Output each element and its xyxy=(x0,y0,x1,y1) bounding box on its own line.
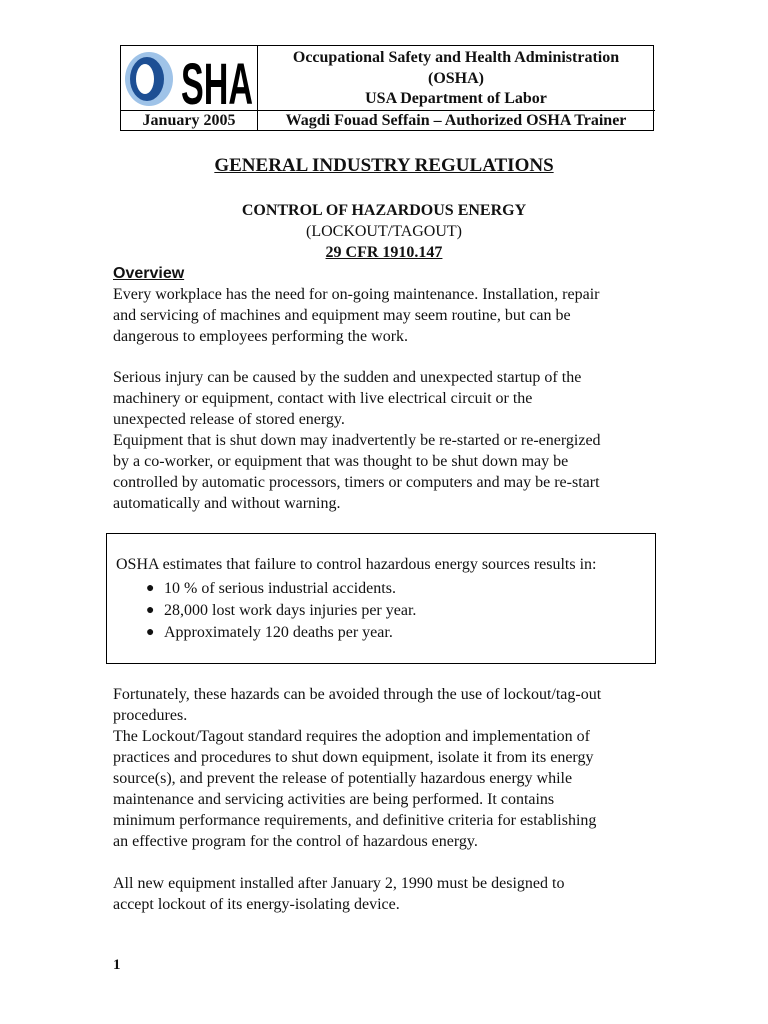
statistics-callout-box xyxy=(106,533,656,664)
header-date: January 2005 xyxy=(142,112,236,129)
agency-line-3: USA Department of Labor xyxy=(365,90,547,107)
agency-line-1: Occupational Safety and Health Administration xyxy=(292,49,620,66)
overview-heading: Overview xyxy=(113,265,185,282)
paragraph-1 xyxy=(113,284,663,347)
paragraph-4-line: accept lockout of its energy-isolating device. xyxy=(113,896,400,913)
paragraph-3-line: source(s), and prevent the release of potentially hazardous energy while xyxy=(113,770,573,787)
page-number: 1 xyxy=(113,957,121,973)
list-item xyxy=(107,578,655,600)
paragraph-3-line: Fortunately, these hazards can be avoided through the use of lockout/tag-out xyxy=(113,686,602,703)
paragraph-1-line: and servicing of machines and equipment may seem routine, but can be xyxy=(113,307,571,324)
callout-bullet-list xyxy=(107,578,655,644)
paragraph-2-line: unexpected release of stored energy. xyxy=(113,411,345,428)
paragraph-2-line: controlled by automatic processors, timers or computers and may be re-start xyxy=(113,474,600,491)
paragraph-3-line: an effective program for the control of hazardous energy. xyxy=(113,833,478,850)
paragraph-3-line: practices and procedures to shut down equipment, isolate it from its energy xyxy=(113,749,594,766)
paragraph-2 xyxy=(113,367,663,514)
bullet-text: Approximately 120 deaths per year. xyxy=(164,624,393,641)
paragraph-1-line: Every workplace has the need for on-going maintenance. Installation, repair xyxy=(113,286,600,303)
document-regulation-number: 29 CFR 1910.147 xyxy=(325,244,443,261)
paragraph-4 xyxy=(113,873,663,915)
svg-text:SHA: SHA xyxy=(181,52,253,117)
header-trainer: Wagdi Fouad Seffain – Authorized OSHA Trainer xyxy=(285,112,627,129)
paragraph-1-line: dangerous to employees performing the work. xyxy=(113,328,409,345)
header-table xyxy=(120,45,654,131)
list-item xyxy=(107,622,655,644)
bullet-text: 10 % of serious industrial accidents. xyxy=(164,580,396,597)
paragraph-2-line: Serious injury can be caused by the sudden and unexpected startup of the xyxy=(113,369,582,386)
list-item xyxy=(107,600,655,622)
bullet-text: 28,000 lost work days injuries per year. xyxy=(164,602,417,619)
paragraph-3-line: maintenance and servicing activities are being performed. It contains xyxy=(113,791,555,808)
bullet-icon: ● xyxy=(146,581,155,596)
paragraph-2-line: Equipment that is shut down may inadvertently be re-started or re-energized xyxy=(113,432,601,449)
osha-logo xyxy=(121,46,257,117)
paragraph-2-line: automatically and without warning. xyxy=(113,495,341,512)
paragraph-4-line: All new equipment installed after January 2, 1990 must be designed to xyxy=(113,875,565,892)
paragraph-2-line: by a co-worker, or equipment that was thought to be shut down may be xyxy=(113,453,569,470)
bullet-icon: ● xyxy=(146,603,155,618)
callout-intro: OSHA estimates that failure to control hazardous energy sources results in: xyxy=(116,556,597,573)
agency-line-2: (OSHA) xyxy=(428,69,484,87)
bullet-icon: ● xyxy=(146,625,155,640)
paragraph-3-line: minimum performance requirements, and definitive criteria for establishing xyxy=(113,812,597,829)
paragraph-3 xyxy=(113,684,663,852)
document-title: GENERAL INDUSTRY REGULATIONS xyxy=(214,155,554,176)
document-subtitle-2: (LOCKOUT/TAGOUT) xyxy=(305,223,463,240)
agency-name-block xyxy=(258,48,654,110)
osha-logo-graphic xyxy=(121,46,257,117)
paragraph-3-line: The Lockout/Tagout standard requires the adoption and implementation of xyxy=(113,728,590,745)
paragraph-3-line: procedures. xyxy=(113,707,188,724)
document-subtitle-1: CONTROL OF HAZARDOUS ENERGY xyxy=(241,202,527,219)
paragraph-2-line: machinery or equipment, contact with live electrical circuit or the xyxy=(113,390,533,407)
